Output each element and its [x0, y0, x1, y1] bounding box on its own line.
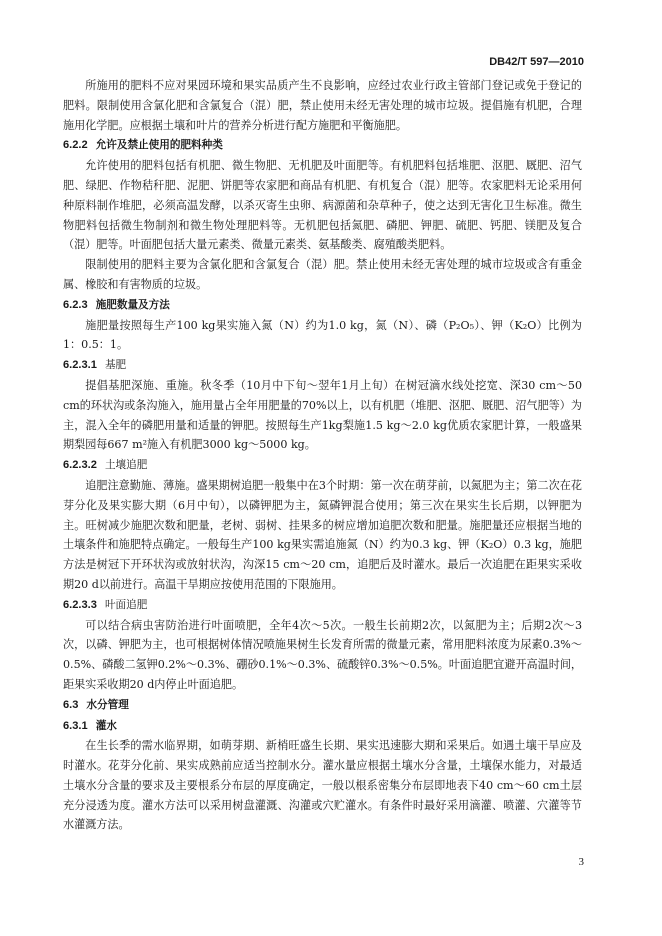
section-title: 灌水 [95, 719, 117, 732]
body-paragraph: 可以结合病虫害防治进行叶面喷肥，全年4次～5次。一般生长前期2次，以氮肥为主；后期2次～3次，以磷、钾肥为主，也可根据树体情况喷施果树生长发育所需的微量元素，常用肥料浓度为尿素0.3%～0.5%、磷酸二氢钾0.2%～0.3%、硼砂0.1%～0.3%、硫酸锌0.3%～0.5%。叶面追肥宜避开高温时间，距果实采收期20 d内停止叶面追肥。 [63, 618, 583, 691]
section-heading [63, 455, 582, 476]
section-number: 6.2.3.2 [63, 459, 97, 472]
section-title: 基肥 [104, 359, 127, 372]
body-paragraph: 所施用的肥料不应对果园环境和果实品质产生不良影响，应经过农业行政主管部门登记或免于登记的肥料。限制使用含氯化肥和含氯复合（混）肥，禁止使用未经无害处理的城市垃圾。提倡施有机肥，合理施用化学肥。应根据土壤和叶片的营养分析进行配方施肥和平衡施肥。 [63, 79, 582, 132]
page-number: 3 [578, 856, 584, 868]
body-paragraph: 允许使用的肥料包括有机肥、微生物肥、无机肥及叶面肥等。有机肥料包括堆肥、沤肥、厩肥、沼气肥、绿肥、作物秸秆肥、泥肥、饼肥等农家肥和商品有机肥、有机复合（混）肥等。农家肥料无论采用何种原料制作堆肥，必须高温发酵，以杀灭寄生虫卵、病源菌和杂草种子，使之达到无害化卫生标准。微生物肥料包括微生物制剂和微生物处理肥料等。无机肥包括氮肥、磷肥、钾肥、硫肥、钙肥、镁肥及复合（混）肥等。叶面肥包括大量元素类、微量元素类、氨基酸类、腐殖酸类肥料。 [63, 159, 582, 252]
body-paragraph: 限制使用的肥料主要为含氯化肥和含氯复合（混）肥。禁止使用未经无害处理的城市垃圾或含有重金属、橡胶和有害物质的垃圾。 [63, 258, 582, 291]
section-heading [63, 595, 582, 616]
section-title: 允许及禁止使用的肥料种类 [95, 139, 223, 152]
section-number: 6.2.3.1 [63, 359, 97, 372]
section-number: 6.2.3 [63, 298, 88, 311]
section-heading [63, 716, 582, 737]
section-title: 叶面追肥 [104, 598, 148, 611]
section-title: 施肥数量及方法 [95, 298, 170, 311]
section-heading [63, 355, 582, 376]
section-heading [63, 695, 582, 716]
section-title: 水分管理 [86, 698, 129, 711]
section-heading [63, 135, 582, 156]
document-body [63, 76, 582, 835]
body-paragraph: 施肥量按照每生产100 kg果实施入氮（N）约为1.0 kg，氮（N）、磷（P₂O₅）、钾（K₂O）比例为1：0.5：1。 [63, 318, 582, 352]
section-number: 6.3 [63, 698, 79, 711]
section-number: 6.2.3.3 [63, 598, 97, 611]
section-number: 6.3.1 [63, 719, 88, 732]
document-number: DB42/T 597—2010 [489, 56, 584, 68]
section-title: 土壤追肥 [104, 459, 148, 472]
body-paragraph: 在生长季的需水临界期，如萌芽期、新梢旺盛生长期、果实迅速膨大期和采果后。如遇土壤干旱应及时灌水。花芽分化前、果实成熟前应适当控制水分。灌水量应根据土壤水分含量，土壤保水能力，对最适土壤水分含量的要求及主要根系分布层的厚度确定，一般以根系密集分布层即地表下40 cm～60 cm土层充分浸透为度。灌水方法可以采用树盘灌溉、沟灌或穴贮灌水。有条件时最好采用滴灌、喷灌、穴灌等节水灌溉方法。 [63, 739, 582, 832]
section-heading [63, 295, 582, 316]
body-paragraph: 追肥注意勤施、薄施。盛果期树追肥一般集中在3个时期：第一次在萌芽前，以氮肥为主；第二次在花芽分化及果实膨大期（6月中旬），以磷钾肥为主，氮磷钾混合使用；第三次在果实生长后期，以钾肥为主。旺树减少施肥次数和肥量，老树、弱树、挂果多的树应增加追肥次数和肥量。施肥量还应根据当地的土壤条件和施肥特点确定。一般每生产100 kg果实需追施氮（N）约为0.3 kg、钾（K₂O）0.3 kg，施肥方法是树冠下开环状沟或放射状沟，沟深15 cm～20 cm，追肥后及时灌水。最后一次追肥在距果实采收期20 d以前进行。高温干旱期应按使用范围的下限施用。 [63, 478, 582, 591]
section-number: 6.2.2 [63, 139, 88, 152]
body-paragraph: 提倡基肥深施、重施。秋冬季（10月中下旬～翌年1月上旬）在树冠滴水线处挖宽、深30 cm～50 cm的环状沟或条沟施入，施用量占全年用肥量的70%以上，以有机肥（堆肥、沤肥、厩肥、沼气肥等）为主，混入全年的磷肥用量和适量的钾肥。按照每生产1kg梨施1.5 kg～2.0 kg优质农家肥计算，一般盛果期梨园每667 m²施入有机肥3000 kg～5000 kg。 [63, 378, 582, 452]
